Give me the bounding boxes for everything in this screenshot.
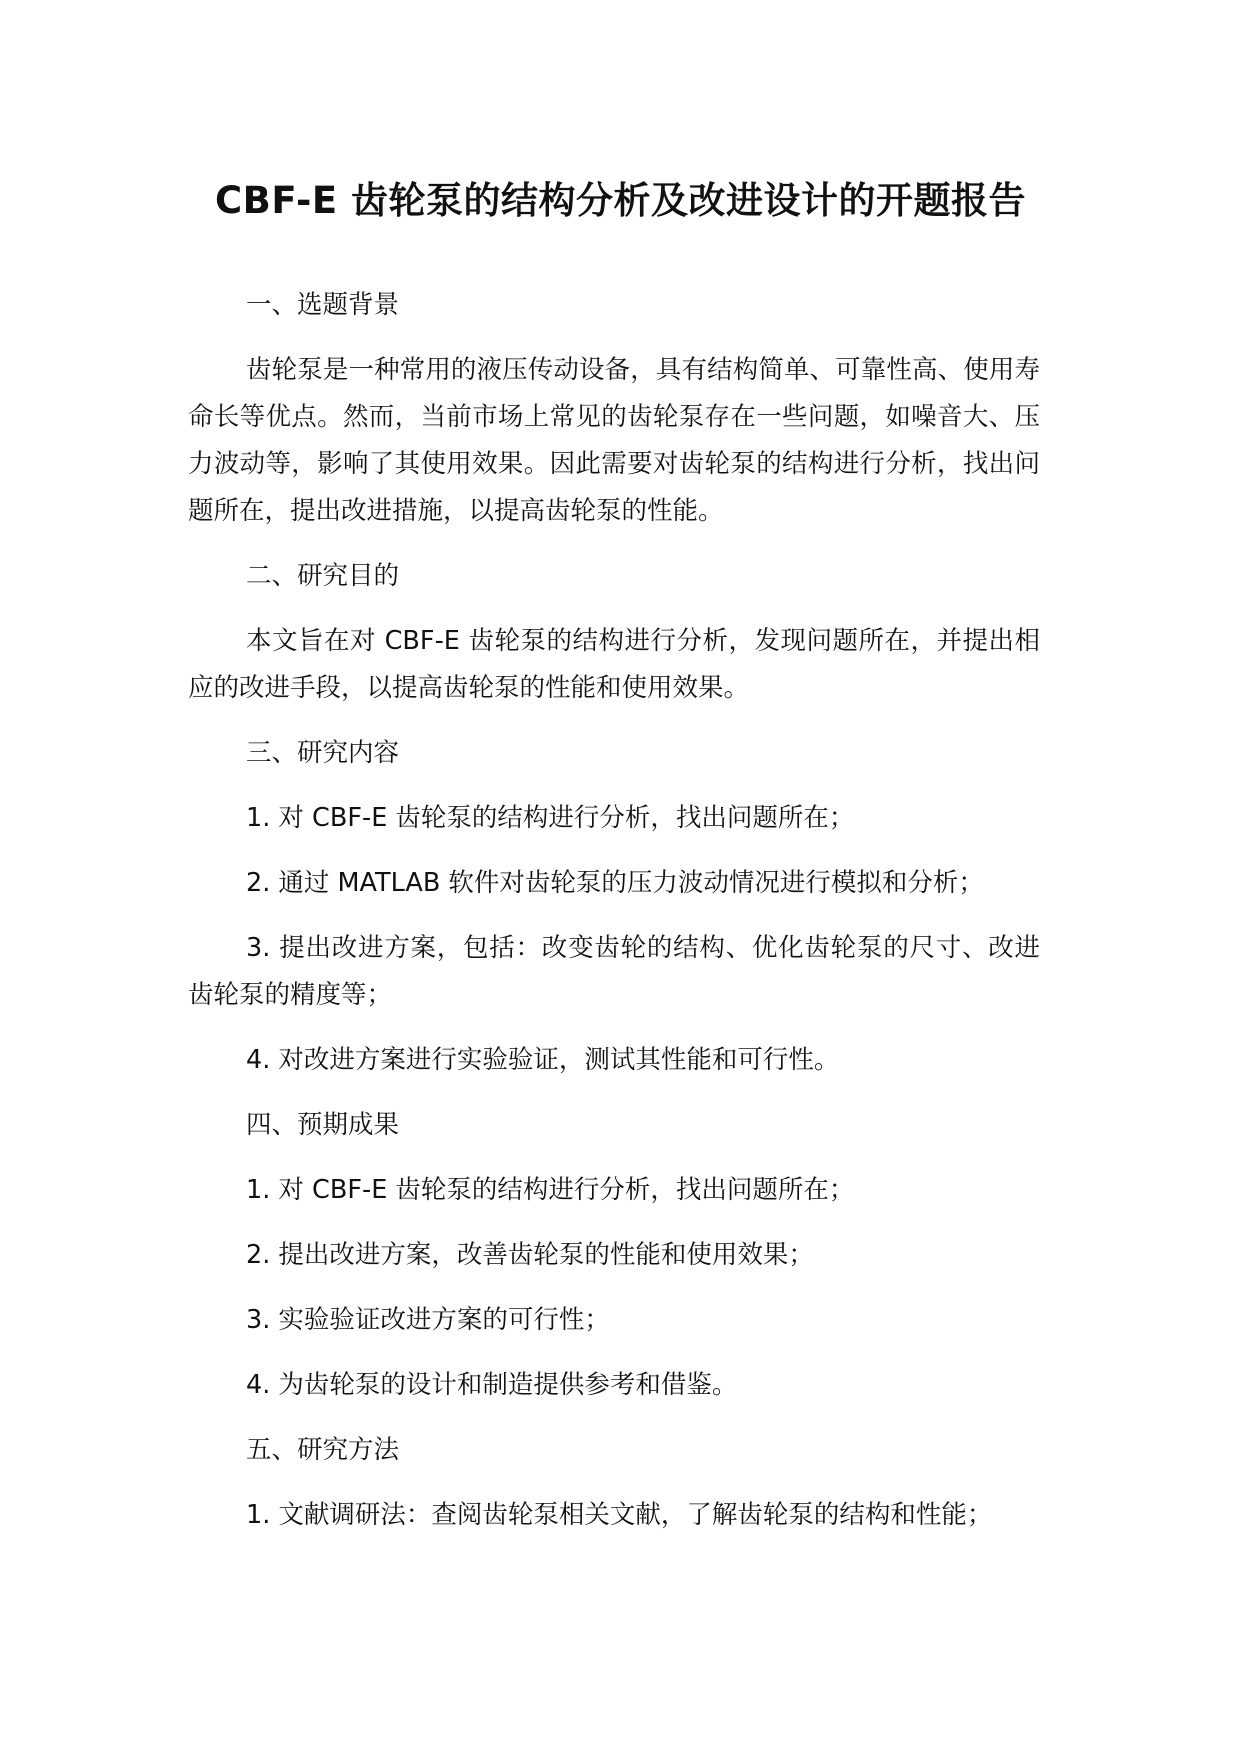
content-item-3: 3. 提出改进方案，包括：改变齿轮的结构、优化齿轮泵的尺寸、改进齿轮泵的精度等； xyxy=(188,933,1040,1010)
method-item-1: 1. 文献调研法：查阅齿轮泵相关文献，了解齿轮泵的结构和性能； xyxy=(246,1500,993,1530)
section-heading-content: 三、研究内容 xyxy=(246,738,400,768)
document-title: CBF-E 齿轮泵的结构分析及改进设计的开题报告 xyxy=(214,179,1026,222)
section-heading-purpose: 二、研究目的 xyxy=(246,561,400,591)
content-item-2: 2. 通过 MATLAB 软件对齿轮泵的压力波动情况进行模拟和分析； xyxy=(246,868,984,898)
result-item-4: 4. 为齿轮泵的设计和制造提供参考和借鉴。 xyxy=(246,1370,738,1400)
paragraph-purpose: 本文旨在对 CBF-E 齿轮泵的结构进行分析，发现问题所在，并提出相应的改进手段，以提高齿轮泵的性能和使用效果。 xyxy=(188,626,1040,703)
result-item-2: 2. 提出改进方案，改善齿轮泵的性能和使用效果； xyxy=(246,1240,814,1270)
paragraph-background: 齿轮泵是一种常用的液压传动设备，具有结构简单、可靠性高、使用寿命长等优点。然而，当前市场上常见的齿轮泵存在一些问题，如噪音大、压力波动等，影响了其使用效果。因此需要对齿轮泵的结构进行分析，找出问题所在，提出改进措施，以提高齿轮泵的性能。 xyxy=(188,355,1040,526)
content-item-1: 1. 对 CBF-E 齿轮泵的结构进行分析，找出问题所在； xyxy=(246,803,855,833)
result-item-3: 3. 实验验证改进方案的可行性； xyxy=(246,1305,610,1335)
section-heading-results: 四、预期成果 xyxy=(246,1110,400,1140)
document-body xyxy=(188,282,1040,1539)
section-heading-methods: 五、研究方法 xyxy=(246,1435,400,1465)
result-item-1: 1. 对 CBF-E 齿轮泵的结构进行分析，找出问题所在； xyxy=(246,1175,855,1205)
section-heading-background: 一、选题背景 xyxy=(246,290,400,320)
content-item-4: 4. 对改进方案进行实验验证，测试其性能和可行性。 xyxy=(246,1045,840,1075)
